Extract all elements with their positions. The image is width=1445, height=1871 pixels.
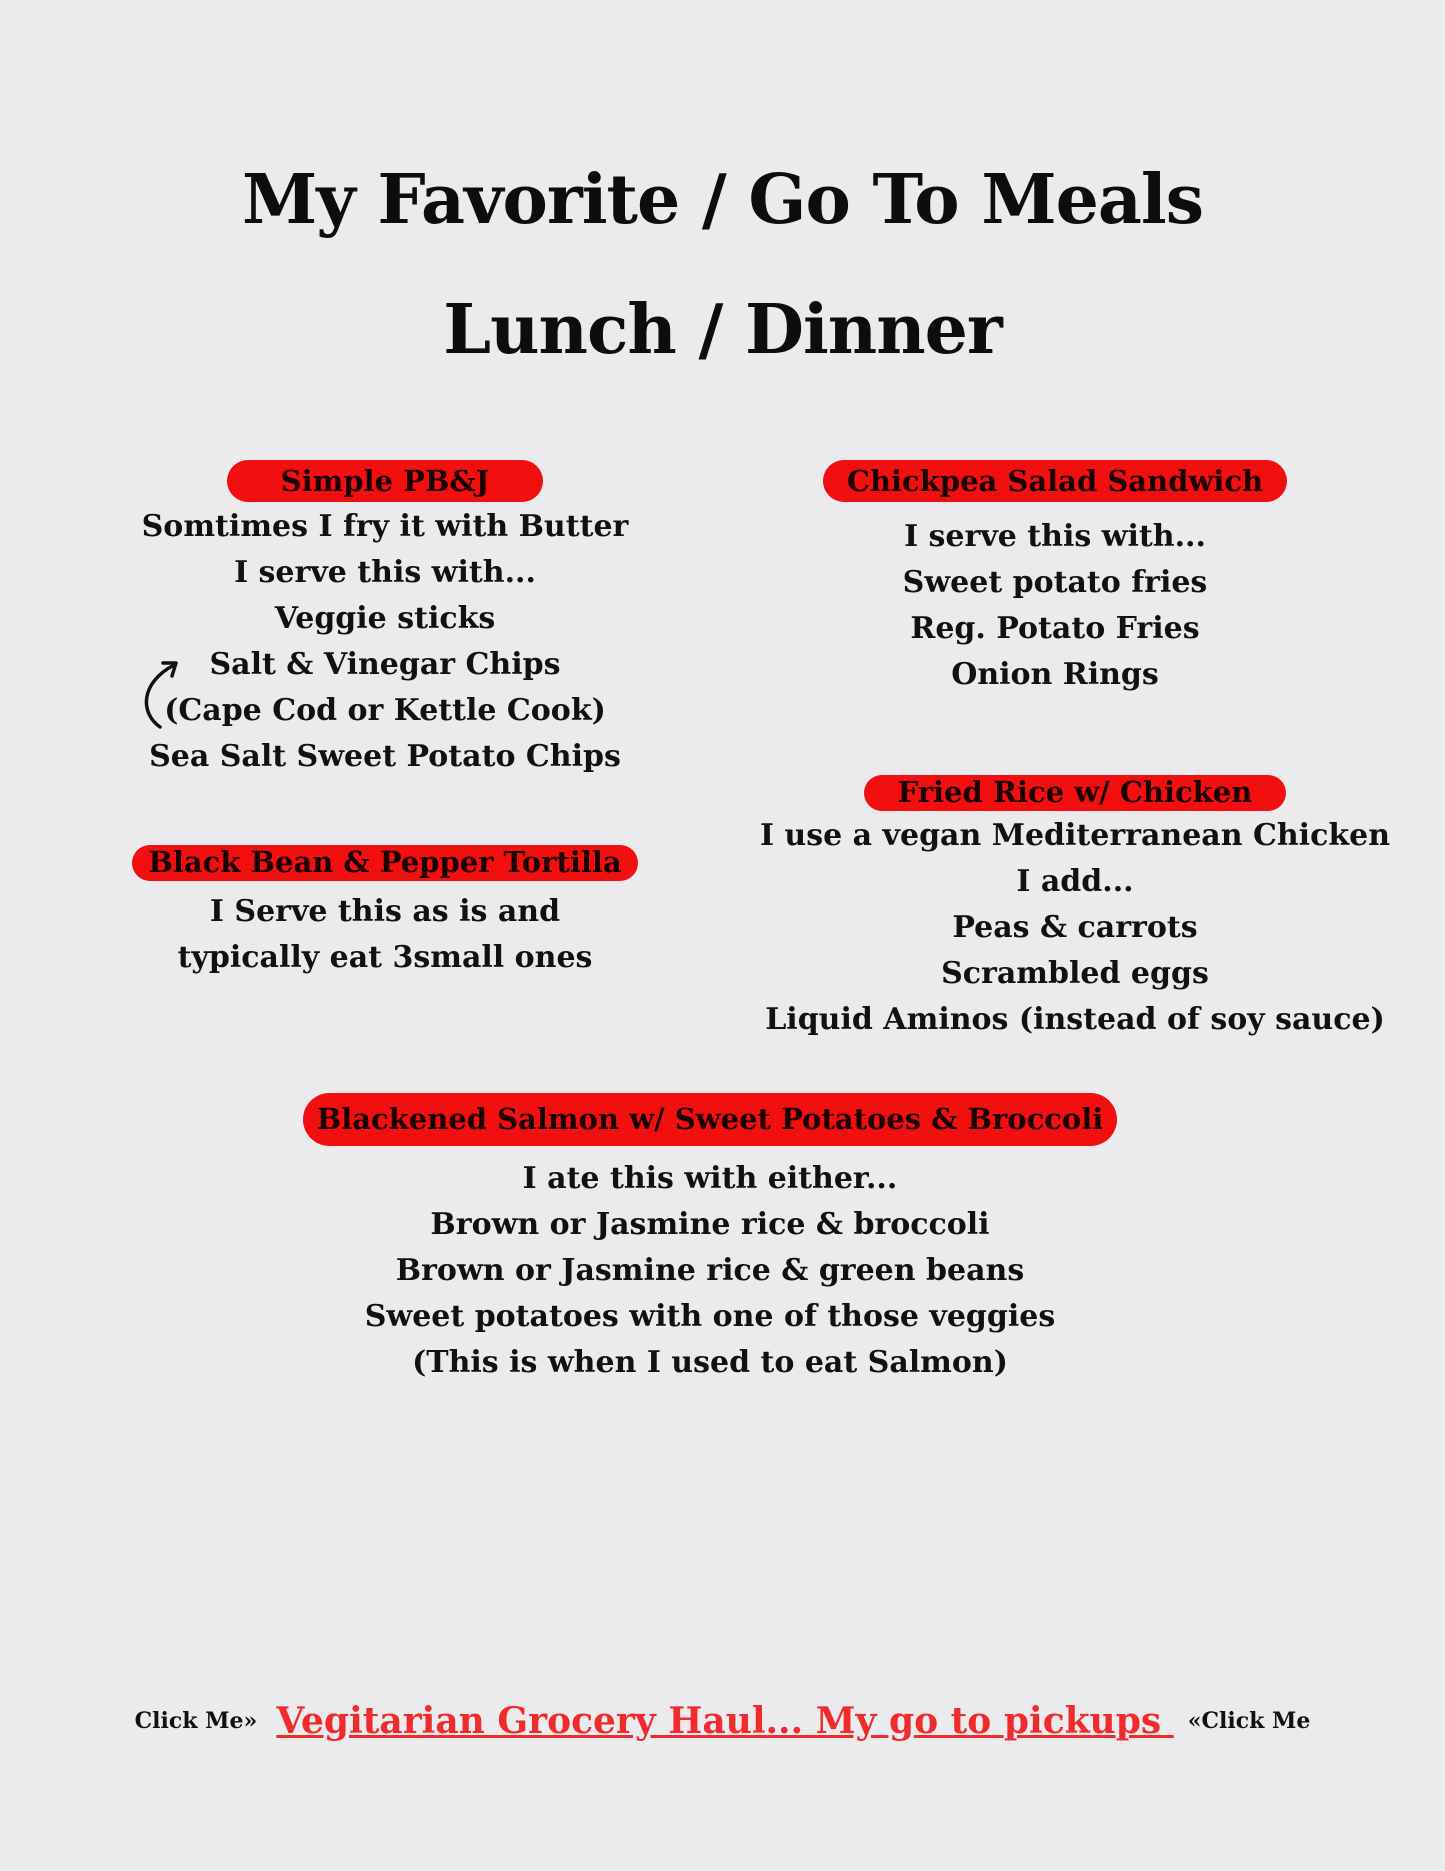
page-subtitle: Lunch / Dinner [443, 290, 1002, 370]
meal-line: I serve this with... [904, 519, 1206, 554]
meal-description [755, 813, 1395, 1043]
meal-line: I add... [1016, 864, 1134, 899]
meal-line: I ate this with either... [522, 1161, 898, 1196]
meal-line: I Serve this as is and [209, 894, 561, 929]
meal-line: Peas & carrots [952, 910, 1198, 945]
meal-line: Somtimes I fry it with Butter [141, 509, 629, 544]
meal-black-bean-tortilla [100, 845, 670, 981]
meal-line: Sea Salt Sweet Potato Chips [149, 739, 621, 774]
meal-chickpea-salad-sandwich [790, 460, 1320, 698]
meal-title-pill: Black Bean & Pepper Tortilla [132, 845, 637, 881]
meal-line: I use a vegan Mediterranean Chicken [759, 818, 1391, 853]
meal-fried-rice [755, 775, 1395, 1043]
meal-description [100, 504, 670, 780]
meal-title-pill: Fried Rice w/ Chicken [864, 775, 1287, 811]
click-me-left-label: Click Me» [134, 1708, 258, 1734]
meal-line: Reg. Potato Fries [910, 611, 1200, 646]
meal-line: Sweet potato fries [902, 565, 1208, 600]
curved-arrow-icon [138, 655, 188, 733]
meal-line: Brown or Jasmine rice & broccoli [430, 1207, 990, 1242]
meal-line: I serve this with... [234, 555, 536, 590]
meal-line: Brown or Jasmine rice & green beans [395, 1253, 1025, 1288]
meal-title-pill: Chickpea Salad Sandwich [823, 460, 1287, 502]
click-me-right-label: «Click Me [1187, 1708, 1311, 1734]
meal-line: Veggie sticks [274, 601, 496, 636]
meal-line: typically eat 3small ones [177, 940, 593, 975]
meal-description [100, 889, 670, 981]
meal-blackened-salmon [200, 1093, 1220, 1386]
grocery-haul-link[interactable]: Vegitarian Grocery Haul... My go to pickups [276, 1700, 1174, 1742]
page-title: My Favorite / Go To Meals [241, 160, 1204, 240]
meal-line: (Cape Cod or Kettle Cook) [164, 693, 606, 728]
meal-line: Onion Rings [951, 657, 1159, 692]
meal-title-pill: Blackened Salmon w/ Sweet Potatoes & Broccoli [303, 1093, 1118, 1146]
meal-description [790, 514, 1320, 698]
meal-line: Salt & Vinegar Chips [209, 647, 561, 682]
meal-description [200, 1156, 1220, 1386]
meal-line: (This is when I used to eat Salmon) [412, 1345, 1008, 1380]
meal-line: Scrambled eggs [941, 956, 1209, 991]
footer-link-row [0, 1700, 1445, 1760]
meal-title-pill: Simple PB&J [227, 460, 543, 502]
meal-line: Sweet potatoes with one of those veggies [364, 1299, 1056, 1334]
meal-line: Liquid Aminos (instead of soy sauce) [765, 1002, 1385, 1037]
